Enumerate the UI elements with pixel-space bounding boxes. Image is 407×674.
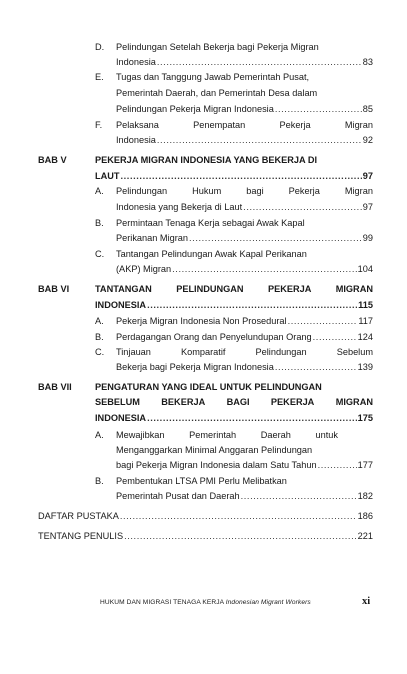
chapter-label: BAB VII [38,382,72,392]
toc-entry-bab7[interactable] [95,411,373,426]
dot-leader [189,231,362,246]
toc-item-text: Pembentukan LTSA PMI Perlu Melibatkan [116,476,287,486]
toc-item-text: DAFTAR PUSTAKA [38,511,119,521]
toc-item-text: Mewajibkan Pemerintah Daerah untuk [116,430,338,440]
toc-entry-7b[interactable] [116,489,373,504]
toc-item-text: Pelindungan Hukum bagi Pekerja Migran [116,186,373,196]
dot-leader [124,529,357,544]
page-number: 221 [357,531,373,541]
dot-leader [288,314,358,329]
toc-item-text: Pelaksana Penempatan Pekerja Migran [116,120,373,130]
dot-leader [157,133,362,148]
toc-item-text: Menganggarkan Minimal Anggaran Pelindungan [116,445,313,455]
toc-item-label: B. [95,476,104,486]
toc-item-text: bagi Pekerja Migran Indonesia dalam Satu Tahun [116,460,317,470]
toc-entry-e[interactable] [116,102,373,117]
page-number: 97 [362,202,373,212]
page-number: 115 [358,300,373,310]
toc-item-label: C. [95,347,105,357]
page-number: 175 [357,413,373,423]
dot-leader [121,169,362,184]
toc-item-label: D. [95,42,105,52]
dot-leader [157,55,362,70]
page-number: 83 [362,57,373,67]
toc-entry-5a[interactable] [116,200,373,215]
page-number: 124 [357,332,373,342]
dot-leader [241,489,357,504]
chapter-title: INDONESIA [95,413,147,423]
toc-item-label: A. [95,316,104,326]
toc-item-label: A. [95,186,104,196]
chapter-title: SEBELUM BEKERJA BAGI PEKERJA MIGRAN [95,397,373,407]
chapter-title: TANTANGAN PELINDUNGAN PEKERJA MIGRAN [95,284,373,294]
chapter-label: BAB VI [38,284,70,294]
toc-item-text: Tantangan Pelindungan Awak Kapal Perikanan [116,249,307,259]
toc-item-text: Pekerja Migran Indonesia Non Prosedural [116,316,287,326]
toc-item-text: Perikanan Migran [116,233,189,243]
toc-entry-6a[interactable] [116,314,373,329]
page-number: 139 [357,362,373,372]
toc-item-label: C. [95,249,105,259]
dot-leader [147,411,357,426]
toc-item-text: Pemerintah Daerah, dan Pemerintah Desa dalam [116,88,318,98]
toc-entry-bab5[interactable] [95,169,373,184]
toc-entry-6b[interactable] [116,330,373,345]
toc-item-text: Indonesia [116,57,156,67]
dot-leader [243,200,362,215]
toc-item-text: Pelindungan Setelah Bekerja bagi Pekerja Migran [116,42,319,52]
toc-item-text: (AKP) Migran [116,264,172,274]
toc-entry-5c[interactable] [116,262,373,277]
page-number: 117 [358,316,373,326]
toc-item-label: A. [95,430,104,440]
page-number: 92 [362,135,373,145]
chapter-title: PEKERJA MIGRAN INDONESIA YANG BEKERJA DI [95,155,318,165]
toc-item-label: F. [95,120,103,130]
toc-item-text: TENTANG PENULIS [38,531,124,541]
toc-item-label: E. [95,72,104,82]
toc-item-label: B. [95,332,104,342]
toc-entry-d[interactable] [116,55,373,70]
toc-entry-7a[interactable] [116,458,373,473]
footer-subtitle: Indonesian Migrant Workers [225,599,311,606]
page-number: 85 [362,104,373,114]
toc-item-text: Permintaan Tenaga Kerja sebagai Awak Kapal [116,218,305,228]
toc-item-text: Pemerintah Pusat dan Daerah [116,491,240,501]
toc-item-text: Pelindungan Pekerja Migran Indonesia [116,104,274,114]
toc-entry-5b[interactable] [116,231,373,246]
toc-item-text: Bekerja bagi Pekerja Migran Indonesia [116,362,274,372]
page-number: 177 [357,460,373,470]
chapter-title: PENGATURAN YANG IDEAL UNTUK PELINDUNGAN [95,382,322,392]
chapter-title: LAUT [95,171,120,181]
toc-entry-daftar-pustaka[interactable] [38,509,373,524]
page-number: 104 [357,264,373,274]
running-footer [100,598,372,608]
dot-leader [318,458,357,473]
dot-leader [275,360,357,375]
toc-item-text: Tugas dan Tanggung Jawab Pemerintah Pusat, [116,72,310,82]
toc-item-text: Indonesia [116,135,156,145]
page-number: 186 [357,511,373,521]
chapter-title: INDONESIA [95,300,147,310]
toc-entry-tentang-penulis[interactable] [38,529,373,544]
toc-item-text: Tinjauan Komparatif Pelindungan Sebelum [116,347,373,357]
toc-item-text: Indonesia yang Bekerja di Laut [116,202,243,212]
toc-item-label: B. [95,218,104,228]
toc-entry-6c[interactable] [116,360,373,375]
page-number: 182 [357,491,373,501]
dot-leader [147,298,357,313]
dot-leader [172,262,357,277]
dot-leader [120,509,357,524]
page-number: 99 [362,233,373,243]
page-number-footer: xi [362,596,371,607]
dot-leader [275,102,362,117]
toc-entry-bab6[interactable] [95,298,373,313]
footer-book-title: HUKUM DAN MIGRASI TENAGA KERJA [100,599,224,606]
page-number: 97 [362,171,373,181]
dot-leader [313,330,357,345]
toc-item-text: Perdagangan Orang dan Penyelundupan Orang [116,332,312,342]
toc-entry-f[interactable] [116,133,373,148]
chapter-label: BAB V [38,155,67,165]
